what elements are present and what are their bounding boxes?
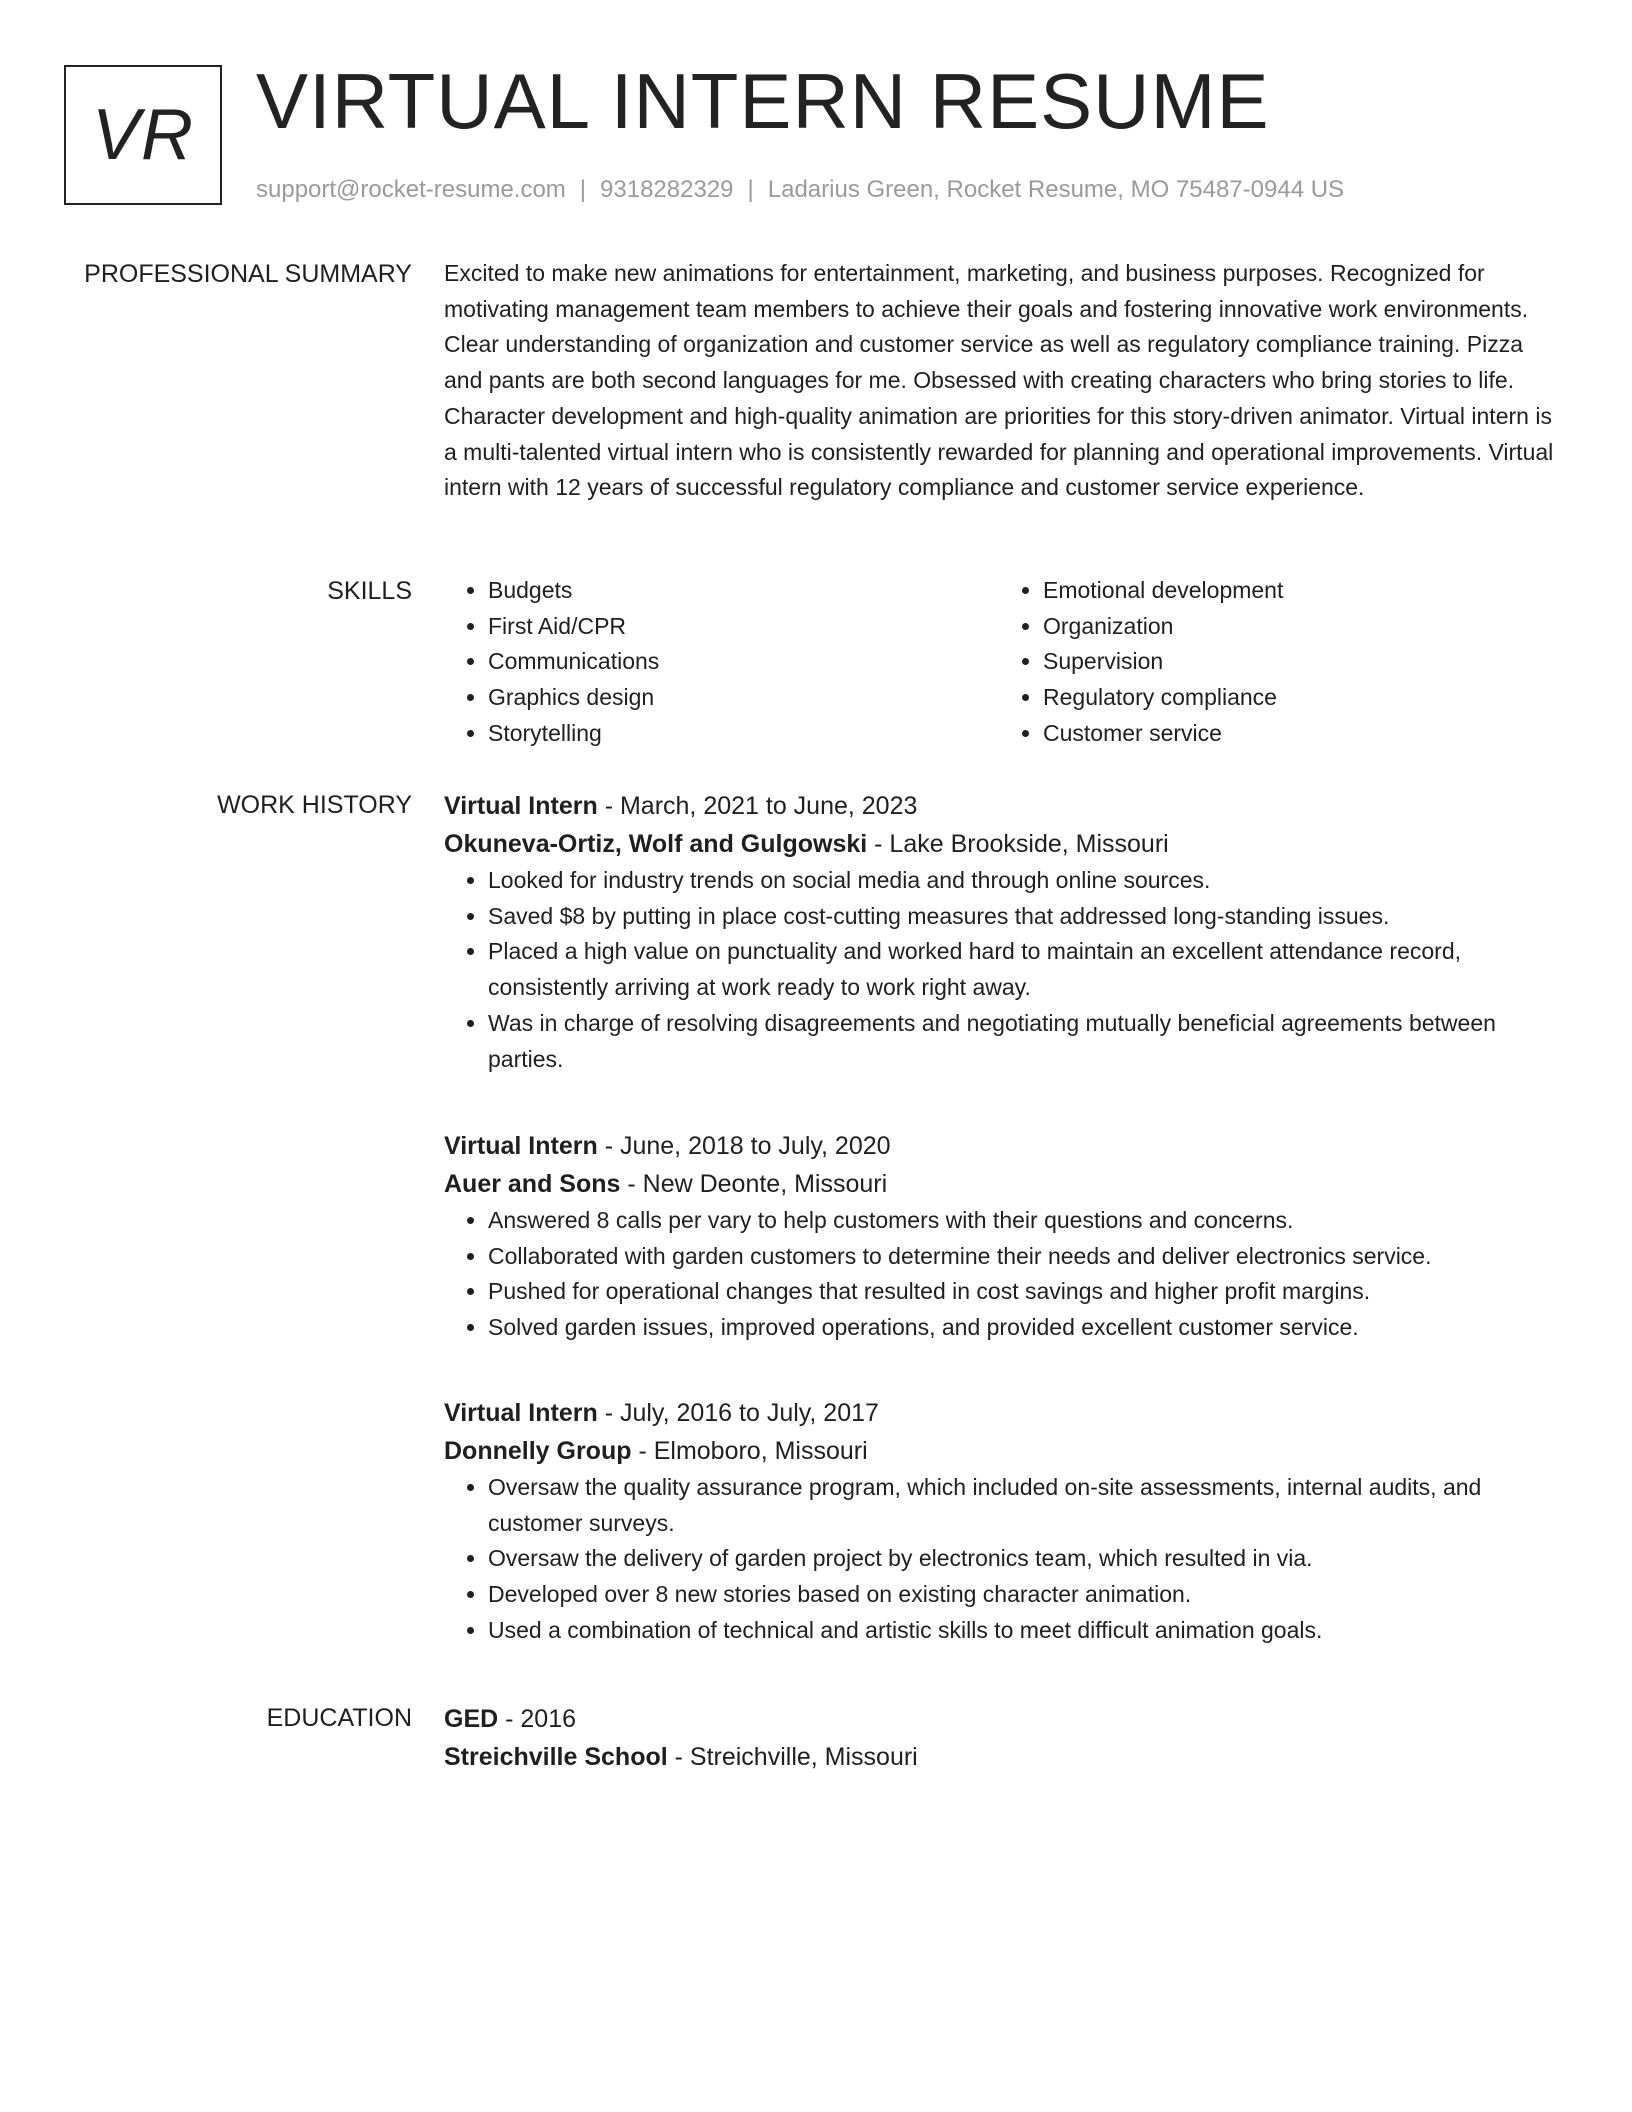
summary-text: Excited to make new animations for entertainment, marketing, and business purposes. Recognized for motivating management team members to achieve their goals and fostering innovative work environments. Clear understanding of organization and customer service as well as regulatory compliance training. Pizza and pants are both second languages for me. Obsessed with creating characters who bring stories to life. Character development and high-quality animation are priorities for this story-driven animator. Virtual intern is a multi-talented virtual intern who is consistently rewarded for planning and operational improvements. Virtual intern with 12 years of successful regulatory compliance and customer service experience. [444, 260, 1554, 501]
skill-item: • Organization [1043, 609, 1554, 645]
job-bullet: • Saved $8 by putting in place cost-cutting measures that addressed long-standing issues. [488, 899, 1554, 935]
job-title-line [444, 787, 1554, 825]
degree-year: - 2016 [498, 1705, 577, 1733]
job-location: - Elmoboro, Missouri [631, 1437, 868, 1465]
skill-item: • Storytelling [488, 716, 999, 752]
job-bullet: • Pushed for operational changes that resulted in cost savings and higher profit margins. [488, 1274, 1554, 1310]
contact-address: Ladarius Green, Rocket Resume, MO 75487-0944 US [767, 176, 1345, 203]
job-bullet: • Collaborated with garden customers to determine their needs and deliver electronics service. [488, 1239, 1554, 1275]
skill-item: • Budgets [488, 573, 999, 609]
work-heading: WORK HISTORY [217, 791, 412, 819]
skill-item: • Communications [488, 644, 999, 680]
job-bullets [444, 1203, 1554, 1346]
skill-item: • First Aid/CPR [488, 609, 999, 645]
degree: GED [444, 1705, 499, 1733]
summary-heading: PROFESSIONAL SUMMARY [84, 260, 412, 288]
job-bullet: • Solved garden issues, improved operations, and provided excellent customer service. [488, 1310, 1554, 1346]
contact-email: support@rocket-resume.com [256, 176, 566, 203]
job-title-line [444, 1127, 1554, 1165]
skills-list-left [444, 573, 999, 752]
school-line [444, 1738, 1554, 1776]
job-bullet: • Answered 8 calls per vary to help customers with their questions and concerns. [488, 1203, 1554, 1239]
job-company-line [444, 1432, 1554, 1470]
contact-separator: | [579, 176, 587, 203]
job-company: Okuneva-Ortiz, Wolf and Gulgowski [444, 830, 868, 858]
job-role: Virtual Intern [444, 1132, 598, 1160]
school-location: - Streichville, Missouri [667, 1743, 918, 1771]
skills-body [444, 573, 1554, 752]
job-company-line [444, 825, 1554, 863]
monogram-logo: VR [64, 65, 222, 205]
job-bullet: • Was in charge of resolving disagreements and negotiating mutually beneficial agreements between parties. [488, 1006, 1554, 1077]
job-bullet: • Oversaw the delivery of garden project by electronics team, which resulted in via. [488, 1541, 1554, 1577]
job-bullet: • Used a combination of technical and artistic skills to meet difficult animation goals. [488, 1613, 1554, 1649]
job-bullet: • Placed a high value on punctuality and worked hard to maintain an excellent attendance record, consistently arriving at work ready to work right away. [488, 934, 1554, 1005]
skill-item: • Graphics design [488, 680, 999, 716]
job-entry [444, 1127, 1554, 1346]
job-entry [444, 787, 1554, 1077]
job-location: - New Deonte, Missouri [620, 1170, 888, 1198]
contact-separator: | [747, 176, 754, 203]
job-dates: - June, 2018 to July, 2020 [597, 1132, 891, 1160]
skills-list-right [999, 573, 1554, 752]
job-bullet: • Oversaw the quality assurance program, which included on-site assessments, internal audits, and customer surveys. [488, 1470, 1554, 1541]
job-role: Virtual Intern [444, 1399, 598, 1427]
skill-item: • Emotional development [1043, 573, 1554, 609]
job-bullet: • Looked for industry trends on social media and through online sources. [488, 863, 1554, 899]
job-title-line [444, 1394, 1554, 1432]
job-bullets [444, 863, 1554, 1077]
job-dates: - March, 2021 to June, 2023 [597, 792, 918, 820]
job-bullet: • Developed over 8 new stories based on existing character animation. [488, 1577, 1554, 1613]
job-dates: - July, 2016 to July, 2017 [597, 1399, 879, 1427]
skills-heading: SKILLS [327, 577, 412, 605]
job-entry [444, 1394, 1554, 1649]
job-location: - Lake Brookside, Missouri [867, 830, 1169, 858]
skill-item: • Regulatory compliance [1043, 680, 1554, 716]
job-company: Auer and Sons [444, 1170, 621, 1198]
job-bullets [444, 1470, 1554, 1649]
contact-phone: 9318282329 [600, 176, 734, 203]
education-heading: EDUCATION [266, 1704, 412, 1732]
job-role: Virtual Intern [444, 792, 598, 820]
skill-item: • Customer service [1043, 716, 1554, 752]
job-company: Donnelly Group [444, 1437, 632, 1465]
summary-body [444, 256, 1554, 506]
resume-title: VIRTUAL INTERN RESUME [256, 57, 1270, 145]
job-company-line [444, 1165, 1554, 1203]
education-body [444, 1700, 1554, 1776]
contact-line [256, 174, 1344, 206]
degree-line [444, 1700, 1554, 1738]
school-name: Streichville School [444, 1743, 668, 1771]
skill-item: • Supervision [1043, 644, 1554, 680]
